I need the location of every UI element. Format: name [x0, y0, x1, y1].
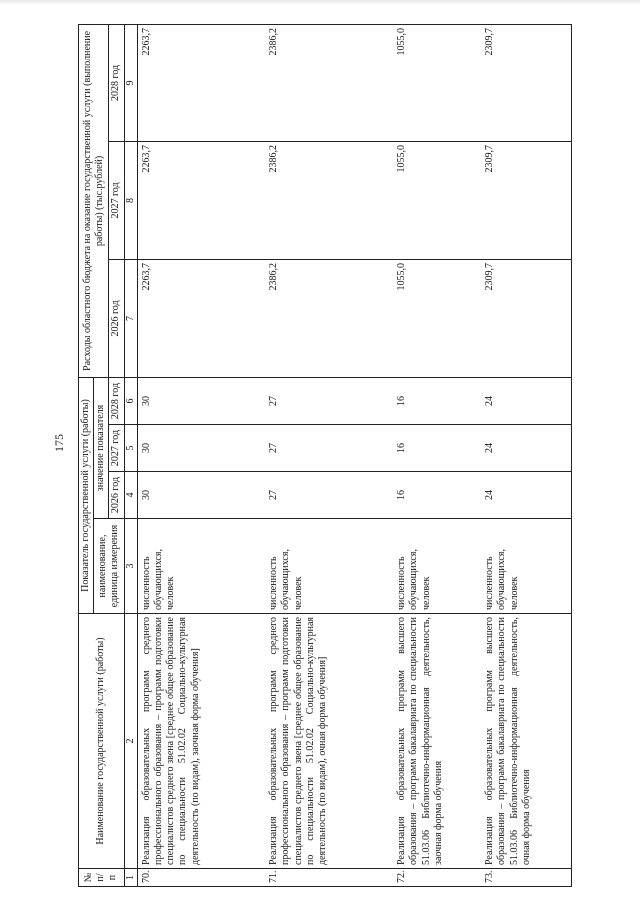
value-2026: 30	[137, 472, 265, 519]
row-number: 71.	[265, 869, 393, 887]
value-2028: 16	[393, 377, 481, 424]
header-year-2026: 2026 год	[109, 472, 124, 519]
column-number: 4	[124, 472, 137, 519]
header-expense-year-2027: 2027 год	[109, 141, 124, 259]
expense-2027: 2263,7	[137, 141, 265, 259]
value-2027: 30	[137, 425, 265, 472]
row-number: 72.	[393, 869, 481, 887]
value-2027: 27	[265, 425, 393, 472]
page-number: 175	[52, 434, 66, 452]
service-name: Реализация образовательных программ высшего образования – программ бакалавриата по специальности 51.03.06 Библиотечно-информационная деятельность, очная форма обучения	[481, 614, 571, 869]
value-2026: 27	[265, 472, 393, 519]
header-unit: наименование, единица измерения	[94, 519, 124, 614]
column-number: 7	[124, 259, 137, 377]
expense-2028: 2309,7	[481, 24, 571, 141]
unit-cell: численность обучающихся, человек	[393, 519, 481, 614]
expense-2028: 2386,2	[265, 24, 393, 141]
header-expenses-group: Расходы областного бюджета на оказание государственной услуги (выполнение работы) (тыс.рублей)	[79, 24, 109, 377]
expense-2027: 2386,2	[265, 141, 393, 259]
value-2026: 24	[481, 472, 571, 519]
header-year-2028: 2028 год	[109, 377, 124, 424]
column-number: 5	[124, 425, 137, 472]
expense-2026: 2309,7	[481, 259, 571, 377]
expense-2026: 2263,7	[137, 259, 265, 377]
row-number: 70.	[137, 869, 265, 887]
services-table	[78, 24, 572, 887]
service-name: Реализация образовательных программ среднего профессионального образования – программ подготовки специалистов среднего звена [среднее общее образование по специальности 51.02.02 Социально-культурная деятельность (по видам), заочная форма обучения]	[137, 614, 265, 869]
column-number: 8	[124, 141, 137, 259]
column-number: 9	[124, 24, 137, 141]
expense-2026: 2386,2	[265, 259, 393, 377]
expense-2027: 1055,0	[393, 141, 481, 259]
service-name: Реализация образовательных программ среднего профессионального образования – программ подготовки специалистов среднего звена [среднее общее образование по специальности 51.02.02 Социально-культурная деятельность (по видам), очная форма обучения]	[265, 614, 393, 869]
header-service-name: Наименование государственной услуги (работы)	[79, 614, 125, 869]
column-number: 3	[124, 519, 137, 614]
unit-cell: численность обучающихся, человек	[265, 519, 393, 614]
unit-cell: численность обучающихся, человек	[481, 519, 571, 614]
header-year-2027: 2027 год	[109, 425, 124, 472]
header-value-group: значение показателя	[94, 377, 109, 518]
table-row	[481, 24, 571, 886]
expense-2028: 1055,0	[393, 24, 481, 141]
table-row	[137, 24, 265, 886]
expense-2027: 2309,7	[481, 141, 571, 259]
column-number: 2	[124, 614, 137, 869]
value-2028: 27	[265, 377, 393, 424]
header-indicator-group: Показатель государственной услуги (работы)	[79, 377, 94, 613]
table-row	[265, 24, 393, 886]
value-2028: 24	[481, 377, 571, 424]
header-expense-year-2026: 2026 год	[109, 259, 124, 377]
column-number: 6	[124, 377, 137, 424]
value-2026: 16	[393, 472, 481, 519]
value-2028: 30	[137, 377, 265, 424]
service-name: Реализация образовательных программ высшего образования – программ бакалавриата по специальности 51.03.06 Библиотечно-информационная деятельность, заочная форма обучения	[393, 614, 481, 869]
expense-2028: 2263,7	[137, 24, 265, 141]
header-expense-year-2028: 2028 год	[109, 24, 124, 141]
unit-cell: численность обучающихся, человек	[137, 519, 265, 614]
column-numbers-row	[124, 24, 137, 886]
table-row	[393, 24, 481, 886]
expense-2026: 1055,0	[393, 259, 481, 377]
column-number: 1	[124, 869, 137, 887]
header-num: № п/п	[79, 869, 125, 887]
value-2027: 16	[393, 425, 481, 472]
row-number: 73.	[481, 869, 571, 887]
value-2027: 24	[481, 425, 571, 472]
